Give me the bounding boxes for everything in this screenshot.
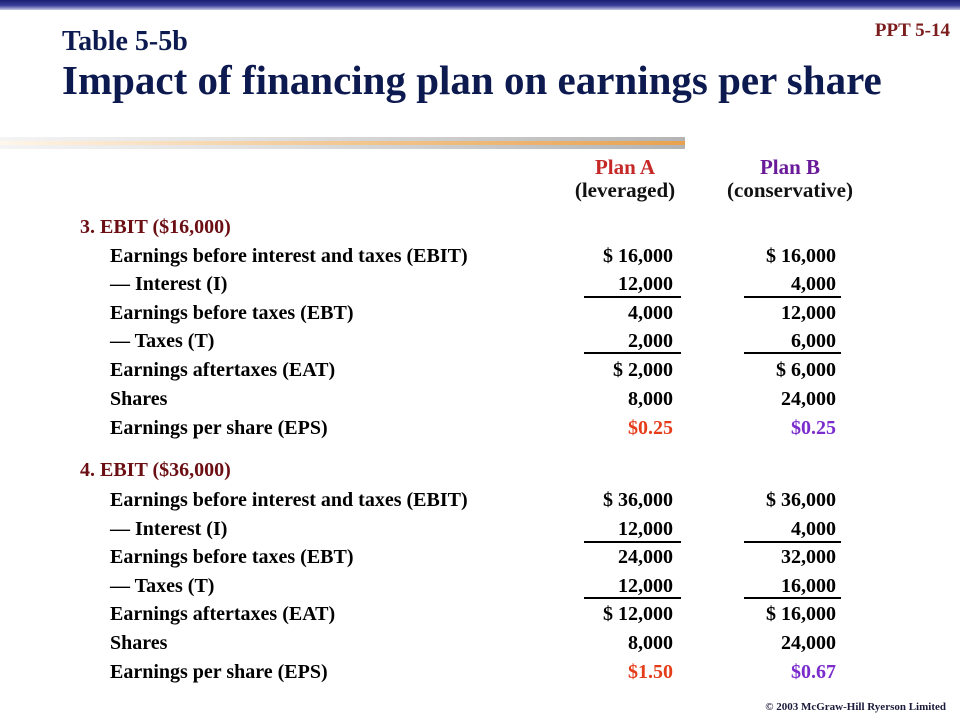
plan-b-value: 24,000	[781, 388, 836, 410]
plan-b-value: 4,000	[791, 273, 836, 295]
plan-a-value: 8,000	[628, 388, 673, 410]
plan-b-value: 4,000	[791, 518, 836, 540]
plan-b-value: $ 36,000	[766, 489, 836, 511]
plan-a-value: 12,000	[618, 575, 673, 597]
plan-b-value: $ 6,000	[776, 359, 836, 381]
row-label: Earnings per share (EPS)	[110, 417, 328, 439]
row-label: Earnings before interest and taxes (EBIT)	[110, 245, 468, 267]
subtotal-rule	[744, 541, 841, 543]
plan-a-name: Plan A	[594, 155, 656, 179]
row-label: Earnings before interest and taxes (EBIT)	[110, 489, 468, 511]
slide-subtitle: Table 5-5b	[62, 26, 188, 57]
row-label: Earnings aftertaxes (EAT)	[110, 359, 336, 381]
plan-a-value: 12,000	[618, 273, 673, 295]
plan-b-value: 24,000	[781, 632, 836, 654]
plan-a-value: $ 16,000	[603, 245, 673, 267]
plan-b-value: 12,000	[781, 302, 836, 324]
row-label: — Taxes (T)	[110, 330, 215, 352]
row-label: — Taxes (T)	[110, 575, 215, 597]
copyright-notice: © 2003 McGraw-Hill Ryerson Limited	[765, 701, 946, 713]
row-label: Shares	[110, 388, 168, 410]
row-label: Shares	[110, 632, 168, 654]
row-label: Earnings per share (EPS)	[110, 661, 328, 683]
title-block	[62, 26, 922, 103]
section-heading: 3. EBIT ($16,000)	[80, 216, 231, 238]
plan-b-value: $ 16,000	[766, 603, 836, 625]
subtotal-rule	[584, 597, 681, 599]
plan-a-value: 8,000	[628, 632, 673, 654]
plan-b-eps: $0.25	[791, 417, 836, 439]
plan-a-value: 12,000	[618, 518, 673, 540]
subtotal-rule	[584, 352, 681, 354]
plan-b-value: 6,000	[791, 330, 836, 352]
subtotal-rule	[744, 296, 841, 298]
plan-b-eps: $0.67	[791, 661, 836, 683]
plan-a-eps: $1.50	[628, 661, 673, 683]
column-header-plan-b	[705, 156, 875, 202]
row-label: — Interest (I)	[110, 518, 228, 540]
slide-title: Impact of financing plan on earnings per share	[62, 57, 882, 103]
subtotal-rule	[744, 352, 841, 354]
plan-a-value: $ 12,000	[603, 603, 673, 625]
plan-a-value: 24,000	[618, 546, 673, 568]
plan-b-name: Plan B	[759, 155, 821, 179]
top-color-band	[0, 0, 960, 10]
plan-a-value: 4,000	[628, 302, 673, 324]
slide-number-label: PPT 5-14	[874, 20, 950, 41]
row-label: — Interest (I)	[110, 273, 228, 295]
plan-b-value: $ 16,000	[766, 245, 836, 267]
section-heading: 4. EBIT ($36,000)	[80, 459, 231, 481]
plan-a-value: $ 36,000	[603, 489, 673, 511]
subtotal-rule	[744, 597, 841, 599]
row-label: Earnings before taxes (EBT)	[110, 302, 354, 324]
plan-a-value: 2,000	[628, 330, 673, 352]
row-label: Earnings before taxes (EBT)	[110, 546, 354, 568]
plan-b-subtitle: (conservative)	[727, 178, 853, 202]
plan-a-eps: $0.25	[628, 417, 673, 439]
plan-a-subtitle: (leveraged)	[574, 178, 676, 202]
row-label: Earnings aftertaxes (EAT)	[110, 603, 336, 625]
title-divider-accent	[0, 141, 685, 145]
column-header-plan-a	[560, 156, 690, 202]
plan-b-value: 16,000	[781, 575, 836, 597]
subtotal-rule	[584, 296, 681, 298]
plan-a-value: $ 2,000	[613, 359, 673, 381]
subtotal-rule	[584, 541, 681, 543]
plan-b-value: 32,000	[781, 546, 836, 568]
